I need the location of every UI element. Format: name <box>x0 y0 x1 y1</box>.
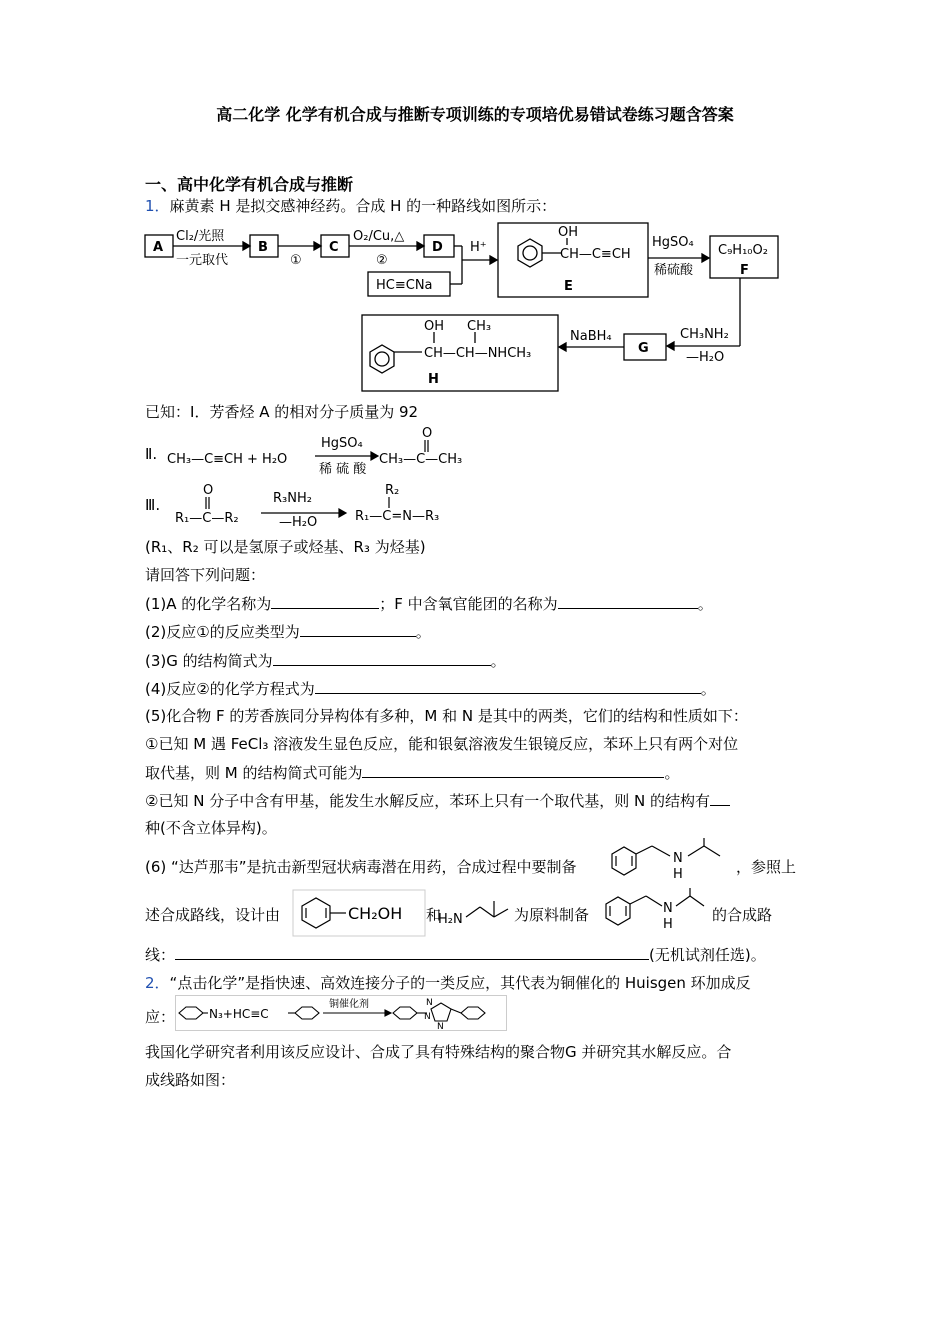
known-label: 已知： <box>145 403 191 421</box>
part-5-2a-text: ②已知 N 分子中含有甲基，能发生水解反应，苯环上只有一个取代基，则 N 的结构有 <box>145 792 710 810</box>
answer-blank-4[interactable] <box>315 679 701 694</box>
benzyl-alcohol-structure <box>292 889 426 937</box>
reagent-o2cu: O₂/Cu,△ <box>353 229 405 244</box>
part-5-1b <box>145 763 680 782</box>
click-reaction-scheme <box>175 995 507 1031</box>
q1-intro <box>145 197 556 215</box>
known-2-right: CH₃—C—CH₃ <box>379 452 463 467</box>
label-b: B <box>258 240 268 255</box>
label-a: A <box>153 240 164 255</box>
label-e: E <box>564 279 573 294</box>
step-2-mark: ② <box>376 253 388 268</box>
part-4 <box>145 679 716 698</box>
label-d: D <box>432 240 443 255</box>
known-3-r2: R₂ <box>385 483 400 498</box>
reagent-mono: 一元取代 <box>176 253 229 268</box>
known-2-label: Ⅱ. <box>145 445 158 463</box>
part-5-1c: 。 <box>664 764 680 782</box>
part-2 <box>145 622 431 641</box>
part-6-d: 和 <box>426 906 442 924</box>
answer-blank-5-1[interactable] <box>362 763 664 778</box>
synthesis-scheme <box>140 218 820 394</box>
svg-text:N: N <box>426 998 433 1008</box>
q2-line-1 <box>145 974 751 992</box>
part-2-a: (2)反应①的反应类型为 <box>145 623 300 641</box>
part-3-a: (3)G 的结构简式为 <box>145 652 273 670</box>
q2-line-1-text: “点击化学”是指快速、高效连接分子的一类反应，其代表为铜催化的 Huisgen 环加成反 <box>169 974 751 992</box>
known-2-left: CH₃—C≡CH + H₂O <box>167 452 288 467</box>
amine-n: N <box>673 851 683 866</box>
part-6-g: 线： <box>145 946 176 964</box>
answer-blank-3[interactable] <box>273 651 491 666</box>
known-2-o: O <box>422 426 433 441</box>
known-1-text: Ⅰ．芳香烃 A 的相对分子质量为 92 <box>190 403 419 421</box>
e-oh: OH <box>558 225 579 240</box>
part-2-b: 。 <box>415 623 431 641</box>
part-4-b: 。 <box>700 680 716 698</box>
known-3-o: O <box>203 483 214 498</box>
q2-number: 2． <box>145 974 170 992</box>
e-chain: CH—C≡CH <box>560 247 631 262</box>
answer-blank-1a[interactable] <box>271 594 379 609</box>
known-3-right: R₁—C=N—R₃ <box>355 509 440 524</box>
known-2-bot: 稀 硫 酸 <box>319 462 367 477</box>
part-1 <box>145 594 713 613</box>
part-5: (5)化合物 F 的芳香族同分异构体有多种，M 和 N 是其中的两类，它们的结构和性质如下： <box>145 707 748 725</box>
q1-number: 1． <box>145 197 170 215</box>
part-6-b: ，参照上 <box>736 858 797 876</box>
part-6-h: (无机试剂任选)。 <box>649 946 766 964</box>
part-3-b: 。 <box>490 652 506 670</box>
reagent-hccna: HC≡CNa <box>376 278 433 293</box>
label-c: C <box>329 240 339 255</box>
q2-line-2: 应： <box>145 1008 176 1026</box>
known-3-label: Ⅲ. <box>145 496 161 514</box>
part-5-1b-text: 取代基，则 M 的结构简式可能为 <box>145 764 363 782</box>
page-title: 高二化学 化学有机合成与推断专项训练的专项培优易错试卷练习题含答案 <box>216 105 734 124</box>
svg-text:N: N <box>437 1022 444 1031</box>
part-5-2a <box>145 791 730 810</box>
part-5-2b: 种(不含立体异构)。 <box>145 819 277 837</box>
n3-hcc-label: N₃+HC≡C <box>209 1007 269 1021</box>
section-heading: 一、高中化学有机合成与推断 <box>145 175 354 194</box>
target-amine-structure <box>604 838 732 884</box>
reagent-h2so4: 稀硫酸 <box>654 263 694 278</box>
part-4-a: (4)反应②的化学方程式为 <box>145 680 315 698</box>
known-2-top: HgSO₄ <box>321 436 363 451</box>
known-3-equation <box>143 480 443 530</box>
note-r-groups: (R₁、R₂ 可以是氢原子或烃基、R₃ 为烃基) <box>145 538 426 556</box>
svg-text:N: N <box>424 1012 431 1022</box>
reagent-hplus: H⁺ <box>470 240 487 255</box>
part-6-f: 的合成路 <box>712 906 773 924</box>
known-1 <box>145 403 418 421</box>
ask-line: 请回答下列问题： <box>145 566 266 584</box>
f-formula: C₉H₁₀O₂ <box>718 243 768 258</box>
h-chain: CH—CH—NHCH₃ <box>424 346 532 361</box>
label-f: F <box>740 263 749 278</box>
reagent-cl2: Cl₂/光照 <box>176 229 225 244</box>
q1-intro-text: 麻黄素 H 是拟交感神经药。合成 H 的一种路线如图所示： <box>169 197 557 215</box>
amine-h: H <box>673 867 683 882</box>
part-6-e: 为原料制备 <box>514 906 590 924</box>
amine2-h: H <box>663 917 673 932</box>
isobutylamine-structure <box>438 895 512 929</box>
part-5-1a: ①已知 M 遇 FeCl₃ 溶液发生显色反应，能和银氨溶液发生银镜反应，苯环上只有两个对位 <box>145 735 739 753</box>
part-1-c: 。 <box>697 595 713 613</box>
answer-blank-2[interactable] <box>300 622 416 637</box>
part-6-g-line <box>145 945 766 964</box>
reagent-hgso4: HgSO₄ <box>652 235 694 250</box>
amine2-n: N <box>663 901 673 916</box>
reagent-nabh4: NaBH₄ <box>570 329 612 344</box>
h-oh: OH <box>424 319 445 334</box>
part-3 <box>145 651 506 670</box>
answer-blank-1b[interactable] <box>558 594 698 609</box>
part-6-a: (6) “达芦那韦”是抗击新型冠状病毒潜在用药，合成过程中要制备 <box>145 858 577 876</box>
answer-blank-6[interactable] <box>175 945 649 960</box>
part-6-c: 述合成路线，设计由 <box>145 906 281 924</box>
q2-line-3: 我国化学研究者利用该反应设计、合成了具有特殊结构的聚合物G 并研究其水解反应。合 <box>145 1043 732 1061</box>
known-3-top: R₃NH₂ <box>273 491 312 506</box>
ch2oh-label: CH₂OH <box>348 904 403 923</box>
part-1-b: ；F 中含氧官能团的名称为 <box>379 595 558 613</box>
known-3-left: R₁—C—R₂ <box>175 511 239 526</box>
h2n-label: H₂N <box>438 912 463 927</box>
copper-catalyst-label: 铜催化剂 <box>329 999 369 1010</box>
reagent-minus-h2o: —H₂O <box>686 350 725 365</box>
label-h: H <box>428 372 439 387</box>
h-ch3: CH₃ <box>467 319 492 334</box>
target-amine-structure-2 <box>600 888 710 934</box>
step-1-mark: ① <box>290 253 302 268</box>
q2-line-4: 成线路如图： <box>145 1071 236 1089</box>
answer-blank-5-2[interactable] <box>710 791 730 806</box>
reagent-ch3nh2: CH₃NH₂ <box>680 327 729 342</box>
label-g: G <box>638 341 649 356</box>
known-2-equation <box>143 425 483 477</box>
known-3-bot: —H₂O <box>279 515 318 530</box>
part-1-a: (1)A 的化学名称为 <box>145 595 272 613</box>
